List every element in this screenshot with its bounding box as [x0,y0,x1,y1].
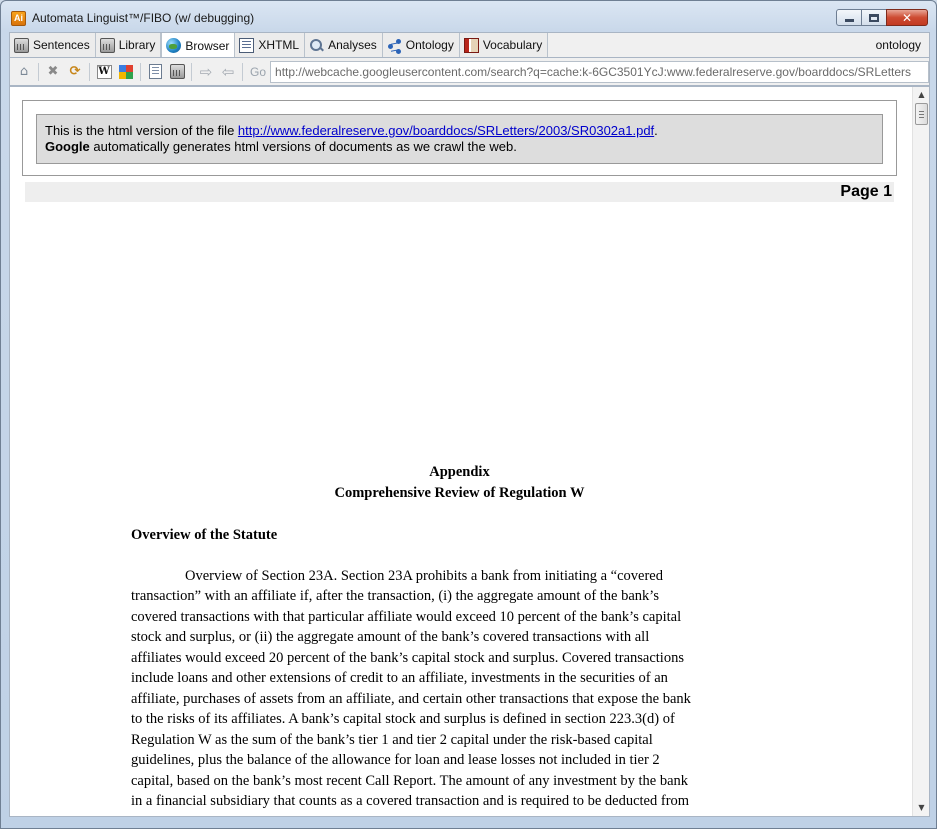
paragraph-line: affiliates would exceed 20 percent of the bank’s capital stock and surplus. Covered transactions [131,650,684,666]
browser-toolbar [9,57,930,86]
tab-vocabulary[interactable] [460,33,548,57]
paragraph-line: to the risks of its affiliates. A bank’s capital stock and surplus is defined in section 223.3(d) of [131,711,675,727]
tab-label: XHTML [258,38,300,52]
go-button[interactable]: Go [250,64,267,79]
toolbar-divider [140,63,141,81]
paragraph-line: stock and surplus, or (ii) the aggregate amount of the bank’s covered transactions with all [131,629,650,645]
refresh-icon: ⟳ [69,64,81,79]
tab-sentences[interactable] [10,33,96,57]
xhtml-view-button[interactable] [144,61,166,83]
section-title: Overview of the Statute [131,527,278,543]
google-cache-notice [22,100,897,176]
home-icon: ⌂ [19,64,29,79]
paragraph-line: covered transactions with that particular affiliate would exceed 10 percent of the bank’s capital [131,609,682,625]
tab-label: Library [118,38,156,52]
scroll-down-arrow-icon[interactable]: ▼ [918,803,925,812]
ontology-indicator: ontology [875,38,921,52]
archive-button[interactable] [166,61,188,83]
toolbar-divider [191,63,192,81]
refresh-button[interactable] [64,61,86,83]
title-bar [1,1,936,31]
toolbar-divider [38,63,39,81]
tab-xhtml[interactable] [235,33,305,57]
scroll-thumb[interactable] [915,103,928,125]
window-title: Automata Linguist™/FIBO (w/ debugging) [32,11,255,25]
google-brand-text: Google [45,139,90,154]
paragraph-line: capital, based on the bank’s most recent Call Report. The amount of any investment by the bank [131,773,689,789]
toolbar-divider [89,63,90,81]
tab-label: Ontology [405,38,454,52]
page-number: Page 1 [840,183,892,200]
minimize-button[interactable] [836,9,862,26]
paragraph-line: Regulation W as the sum of the bank’s tier 1 and tier 2 capital under the risk-based capital [131,732,653,748]
address-bar[interactable]: http://webcache.googleusercontent.com/search?q=cache:k-6GC3501YcJ:www.federalreserve.gov/boarddocs/SRLetters [270,61,929,83]
browser-pane [9,86,930,817]
close-button[interactable] [886,9,928,26]
forward-arrow-icon: ⇨ [199,62,213,81]
paragraph-line: in a financial subsidiary that counts as a covered transaction and is required to be deducted from [131,793,690,809]
globe-icon [166,38,181,53]
maximize-button[interactable] [861,9,887,26]
minimize-icon [845,19,854,22]
back-button[interactable] [217,61,239,83]
window-controls [837,9,928,26]
forward-button[interactable] [195,61,217,83]
link-suffix: . [654,123,658,138]
archive-icon [170,64,185,79]
page-number-bar [25,182,894,202]
home-button[interactable] [13,61,35,83]
tab-label: Sentences [33,38,90,52]
xhtml-icon [239,38,254,53]
document-icon [149,64,162,79]
stop-button[interactable] [42,61,64,83]
maximize-icon [869,14,879,22]
paragraph-line: transaction” with an affiliate if, after the transaction, (i) the aggregate amount of the bank’s [131,588,659,604]
source-pdf-link[interactable]: http://www.federalreserve.gov/boarddocs/SRLetters/2003/SR0302a1.pdf [237,123,655,138]
book-icon [464,38,479,53]
back-arrow-icon: ⇦ [221,62,235,81]
tab-bar-spacer [548,33,875,57]
regulation-heading: Comprehensive Review of Regulation W [334,485,585,501]
cache-notice-inner [36,114,883,164]
tab-label: Vocabulary [482,38,543,52]
appendix-heading: Appendix [429,464,490,480]
cache-notice-line-1 [45,123,882,139]
magnifier-icon [309,38,324,53]
scroll-up-arrow-icon[interactable]: ▲ [918,90,925,99]
wikipedia-button[interactable] [93,61,115,83]
web-page-viewport[interactable] [22,93,913,816]
paragraph-line: Overview of Section 23A. Section 23A prohibits a bank from initiating a “covered [185,568,663,584]
wikipedia-icon: W [98,65,110,77]
vertical-scrollbar[interactable] [912,87,929,816]
tab-ontology[interactable] [383,33,460,57]
cache-notice-suffix: automatically generates html versions of documents as we crawl the web. [89,139,517,154]
toolbar-divider [242,63,243,81]
tab-bar [9,32,930,57]
archive-icon [14,38,29,53]
paragraph-line: guidelines, plus the balance of the allowance for loan and lease losses not included in tier 2 [131,752,660,768]
tab-library[interactable] [96,33,162,57]
google-icon [119,65,133,79]
archive-icon [100,38,115,53]
tab-label: Analyses [328,38,377,52]
cache-notice-line-2 [45,139,882,155]
ontology-icon [387,38,402,53]
paragraph-line: affiliate, purchases of assets from an affiliate, and certain other transactions that expose the bank [131,691,691,707]
tab-browser[interactable] [161,33,235,58]
paragraph-line: include loans and other extensions of credit to an affiliate, investments in the securities of an [131,670,668,686]
close-icon: ✕ [901,10,913,25]
cache-notice-prefix: This is the html version of the file [45,123,238,138]
tab-label: Browser [185,38,230,53]
app-logo-icon: Ai [11,11,26,26]
tab-analyses[interactable] [305,33,383,57]
stop-icon: ✖ [47,64,59,79]
google-button[interactable] [115,61,137,83]
